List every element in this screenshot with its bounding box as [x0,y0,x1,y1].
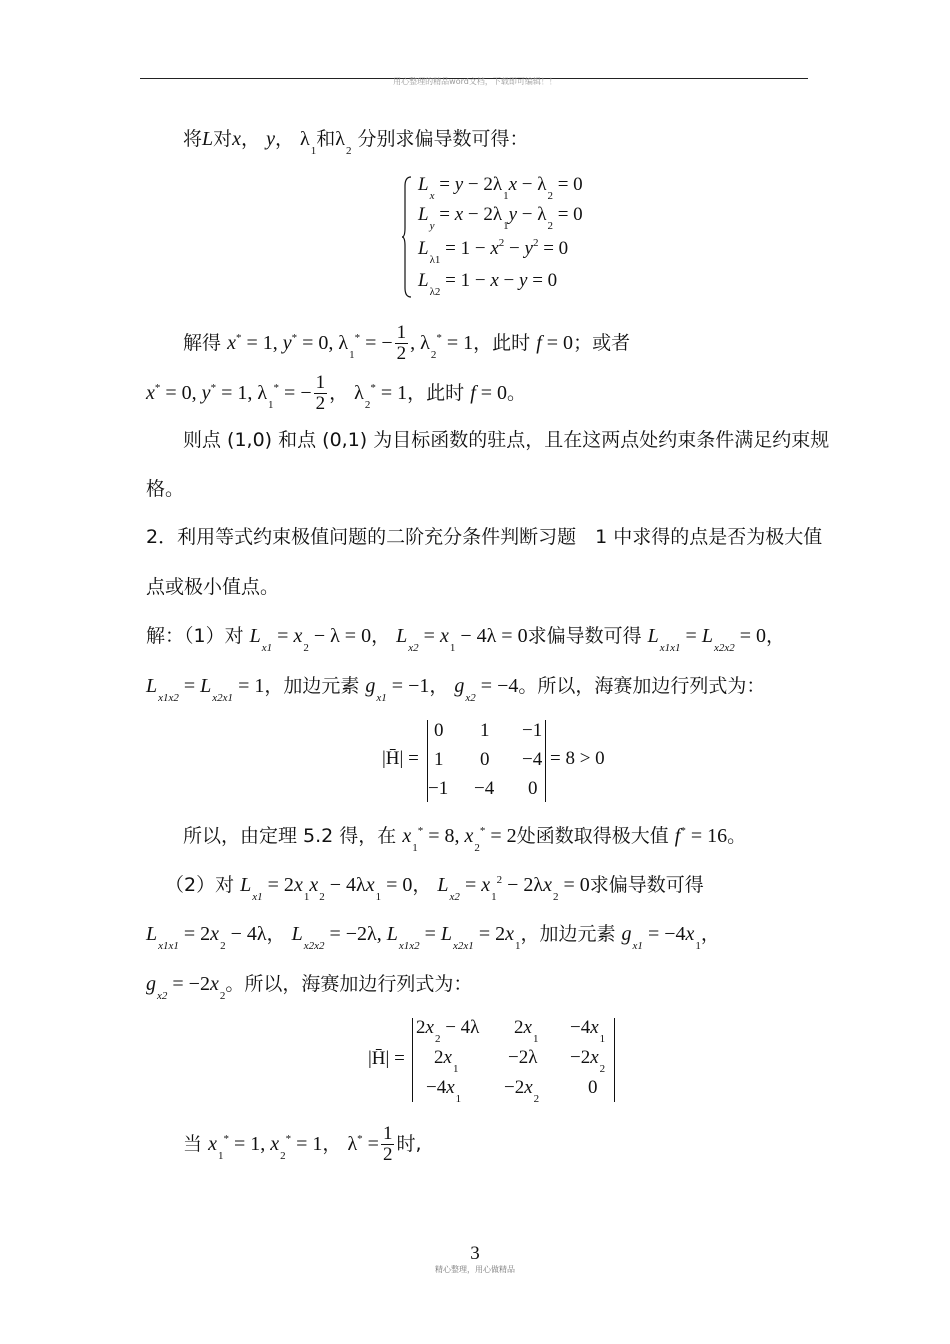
bordered-hessian-2 [368,1014,628,1106]
part2-line-2: $L_{x1x1} = 2x_2 - 4\lambda$， $L_{x2x2} = -2\lambda$, $L_{x1x2} = L_{x2x1} = 2x_1$，加边元素 $g_{x1} = -4x_1$， [146,923,720,952]
hessian-label: |H̄| = [382,748,419,769]
det-cell: −1 [522,720,543,741]
det-cell: −2λ [508,1047,538,1068]
det-result: = 8 > 0 [550,748,605,769]
stationary-text-2: 格。 [146,478,185,500]
final-line: 当 $x_1^* = 1$, $x_2^* = 1$， λ* = $\frac{1}{2}$ 时, [183,1123,422,1165]
question-2-line-1: 2．利用等式约束极值问题的二阶充分条件判断习题 1 中求得的点是否为极大值 [146,526,823,548]
det-cell: $-4x_1$ [570,1017,606,1045]
left-brace [402,176,412,298]
det-cell: $2x_1$ [434,1047,459,1075]
part2-line-3: $g_{x2} = -2x_2$。所以，海赛加边行列式为： [146,973,473,1002]
det-cell: $2x_2 - 4\lambda$ [416,1017,480,1045]
solution-line-2: x* = 0, y* = 1, $\lambda_1^*$ = − $\frac{1}{2}$ ， $\lambda_2^* = 1$，此时 f = 0。 [146,372,527,414]
det-cell: $-2x_2$ [504,1077,540,1105]
stationary-text-1: 则点 (1,0) 和点 (0,1) 为目标函数的驻点，且在这两点处约束条件满足约束规 [183,429,830,451]
det-cell: −4 [474,778,495,799]
det-cell: 0 [588,1077,598,1098]
det-cell: 0 [480,749,490,770]
question-2-line-2: 点或极小值点。 [146,576,280,598]
part1-line-1: 解：（1）对 $L_{x1} = x_2 - \lambda = 0$， $L_{x2} = x_1 - 4\lambda = 0$求偏导数可得 $L_{x1x1} = L_{x2x2} = 0$， [146,625,786,654]
det-bar-right [545,720,546,802]
det-cell: $2x_1$ [514,1017,539,1045]
det-cell: −4 [522,749,543,770]
det-cell: 0 [434,720,444,741]
det-bar-right [614,1018,615,1102]
det-cell: −1 [428,778,449,799]
det-cell: 1 [434,749,444,770]
part2-line-1: （2）对 $L_{x1} = 2x_1x_2 - 4\lambda x_1 = 0$， $L_{x2} = x_1^2 - 2\lambda x_2 = 0$求偏导数可得 [165,874,704,903]
page-number: 3 [470,1243,480,1264]
hessian-label: |H̄| = [368,1048,405,1069]
header-note: 用心整理的精品word文档，下载即可编辑！！ [393,77,557,86]
part1-line-2: $L_{x1x2} = L_{x2x1} = 1$，加边元素 $g_{x1} = -1$， $g_{x2} = -4$。所以，海赛加边行列式为： [146,675,766,704]
solution-line-1: 解得 x* = 1, y* = 0, $\lambda_1^*$ = − $\frac{1}{2}$ , $\lambda_2^* = 1$，此时 f = 0；或者 [183,322,631,364]
intro-line: 将L对x， y， $\lambda_1$和$\lambda_2$ 分别求偏导数可得： [183,128,529,157]
conclusion-line: 所以，由定理 5.2 得，在 $x_1^* = 8$, $x_2^* = 2$处函数取得极大值 f* = 16。 [183,825,747,854]
footer-note: 精心整理，用心做精品 [435,1265,515,1274]
det-cell: $-4x_1$ [426,1077,462,1105]
det-bar-left [412,1018,413,1102]
det-cell: 1 [480,720,490,741]
det-cell: $-2x_2$ [570,1047,606,1075]
det-cell: 0 [528,778,538,799]
bordered-hessian-1 [382,716,622,806]
